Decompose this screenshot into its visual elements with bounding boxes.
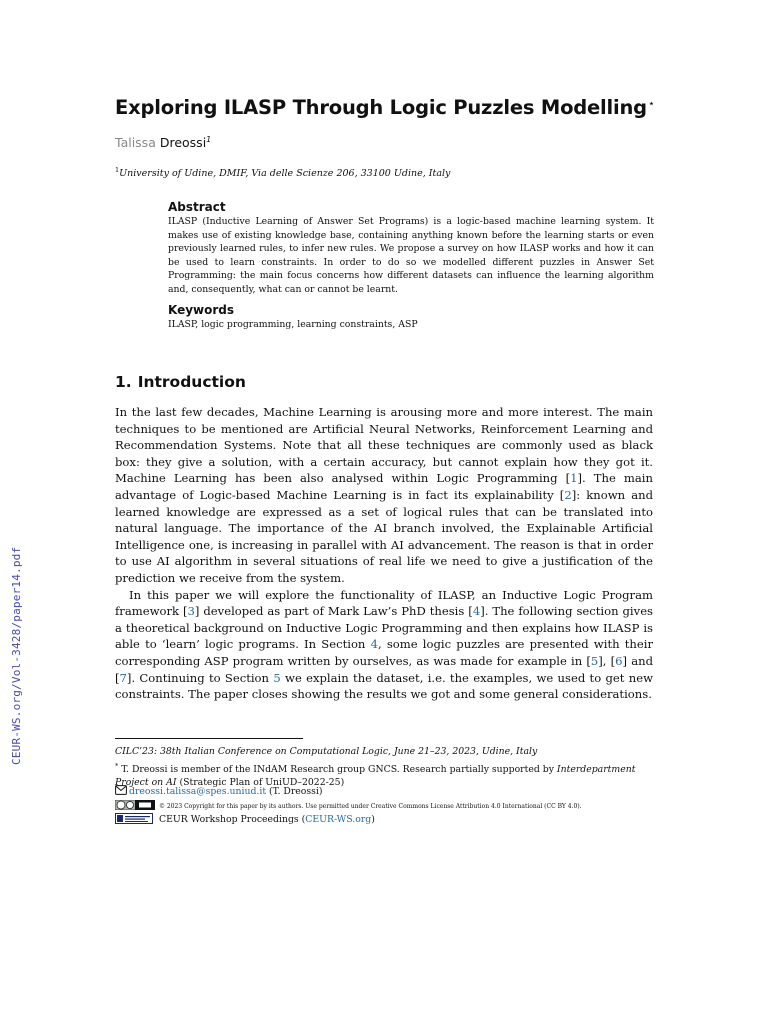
text-run: ] developed as part of Mark Law’s PhD thesis [: [194, 604, 473, 619]
text-run: we explain the dataset, i.e. the examples, we used to get new constraints. The paper closes showing the results we got and some general considerations.: [115, 670, 653, 702]
email-link[interactable]: dreossi.talissa@spes.uniud.it: [129, 786, 267, 797]
affil-text: University of Udine, DMIF, Via delle Scienze 206, 33100 Udine, Italy: [119, 168, 451, 179]
section-title: Introduction: [137, 373, 246, 391]
side-url-stamp[interactable]: CEUR-WS.org/Vol-3428/paper14.pdf: [10, 546, 23, 765]
footnote-rule: [115, 738, 303, 739]
ceur-text-close: ): [371, 814, 375, 825]
text-run: ]: known and learned knowledge are expressed as a set of logical rules that can be translated into natural language. The importance of the AI branch involved, the Explainable Artificial Intelligence one, is increasing in parallel with AI advancement. The reason is that in order to use AI algorithm in several situations of real life we need to give a justification of the prediction we receive from the system.: [115, 487, 653, 585]
citation-link[interactable]: 4: [472, 604, 481, 619]
cc-by-badge[interactable]: [115, 800, 155, 810]
text-run: (Strategic Plan of UniUD–2022-25): [176, 776, 345, 788]
text-run: ]. The main advantage of Logic-based Machine Learning is in fact its explainability [: [115, 471, 653, 502]
intro-paragraph-2: [115, 587, 653, 703]
envelope-icon: [115, 785, 127, 795]
ceur-text: CEUR Workshop Proceedings (: [159, 814, 306, 825]
citation-link[interactable]: 6: [615, 653, 623, 668]
section-heading-introduction: [115, 373, 246, 391]
text-run: In this paper we will explore the functionality of ILASP, an Inductive Logic Program framework [: [115, 587, 653, 619]
citation-link[interactable]: 5: [590, 653, 599, 668]
section-number: 1.: [115, 373, 132, 391]
author-given-name: Talissa: [115, 135, 156, 150]
citation-link[interactable]: 2: [564, 487, 572, 502]
keywords-text: ILASP, logic programming, learning constraints, ASP: [168, 319, 418, 330]
author-line: [115, 135, 211, 150]
copyright-text: © 2023 Copyright for this paper by its authors. Use permitted under Creative Commons License Attribution 4.0 International (CC BY 4.0).: [159, 803, 582, 810]
text-run: ]. The following section gives a theoretical background on Inductive Logic Programming and then explains how ILASP is able to ‘learn’ logic programs. In Section: [115, 604, 654, 652]
intro-paragraph-1: [115, 404, 653, 587]
section-link[interactable]: 5: [273, 670, 281, 685]
text-run: , some logic puzzles are presented with their corresponding ASP program written by ourselves, as was made for example in [: [115, 637, 653, 668]
title-text: Exploring ILASP Through Logic Puzzles Modelling: [115, 96, 647, 119]
citation-link[interactable]: 7: [119, 670, 127, 685]
affiliation: [115, 166, 450, 179]
title-footnote-mark[interactable]: ⋆: [647, 97, 655, 110]
paper-title: [115, 96, 675, 119]
affil-mark: 1: [115, 166, 120, 174]
footnote-copyright: [115, 800, 582, 812]
keywords-heading: Keywords: [168, 303, 235, 317]
text-run: ], [: [598, 653, 616, 668]
text-run: T. Dreossi is member of the INdAM Research group GNCS. Research partially supported by: [121, 764, 557, 775]
project-name: Interdepartment Project on AI: [115, 764, 636, 788]
footnote-ceur: [115, 813, 375, 825]
abstract-text: ILASP (Inductive Learning of Answer Set Programs) is a logic-based machine learning system. It makes use of existing knowledge base, containing anything known before the learning starts or even previously learned rules, to infer new rules. We propose a survey on how ILASP works and how it can be used to learn constraints. In order to do so we modelled different puzzles in Answer Set Programming: the main focus concerns how different datasets can influence the learning algorithm and, consequently, what can or cannot be learnt.: [168, 216, 654, 295]
ceur-link[interactable]: CEUR-WS.org: [305, 814, 372, 825]
section-link[interactable]: 4: [370, 637, 378, 652]
introduction-body: [115, 404, 653, 703]
abstract-heading: Abstract: [168, 200, 226, 214]
text-run: In the last few decades, Machine Learning is arousing more and more interest. The main techniques to be mentioned are Artificial Neural Networks, Reinforcement Learning and Recommendation Systems. Note that all these techniques are commonly used as black box: they give a solution, with a certain accuracy, but cannot explain how they got it. Machine Learning has been also analysed within Logic Programming [: [115, 405, 653, 486]
email-owner: (T. Dreossi): [266, 786, 323, 797]
ceur-logo[interactable]: [115, 813, 153, 824]
text-run: ]. Continuing to Section: [126, 670, 274, 685]
footnote-star-mark: *: [115, 762, 119, 770]
citation-link[interactable]: 1: [570, 471, 578, 486]
footnote-conference: CILC’23: 38th Italian Conference on Computational Logic, June 21–23, 2023, Udine, Italy: [115, 746, 538, 757]
author-family-name: Dreossi: [159, 135, 207, 150]
author-affil-mark: 1: [206, 135, 212, 144]
text-run: ] and [: [115, 653, 653, 685]
citation-link[interactable]: 3: [187, 604, 195, 619]
footnote-email: [115, 785, 323, 797]
